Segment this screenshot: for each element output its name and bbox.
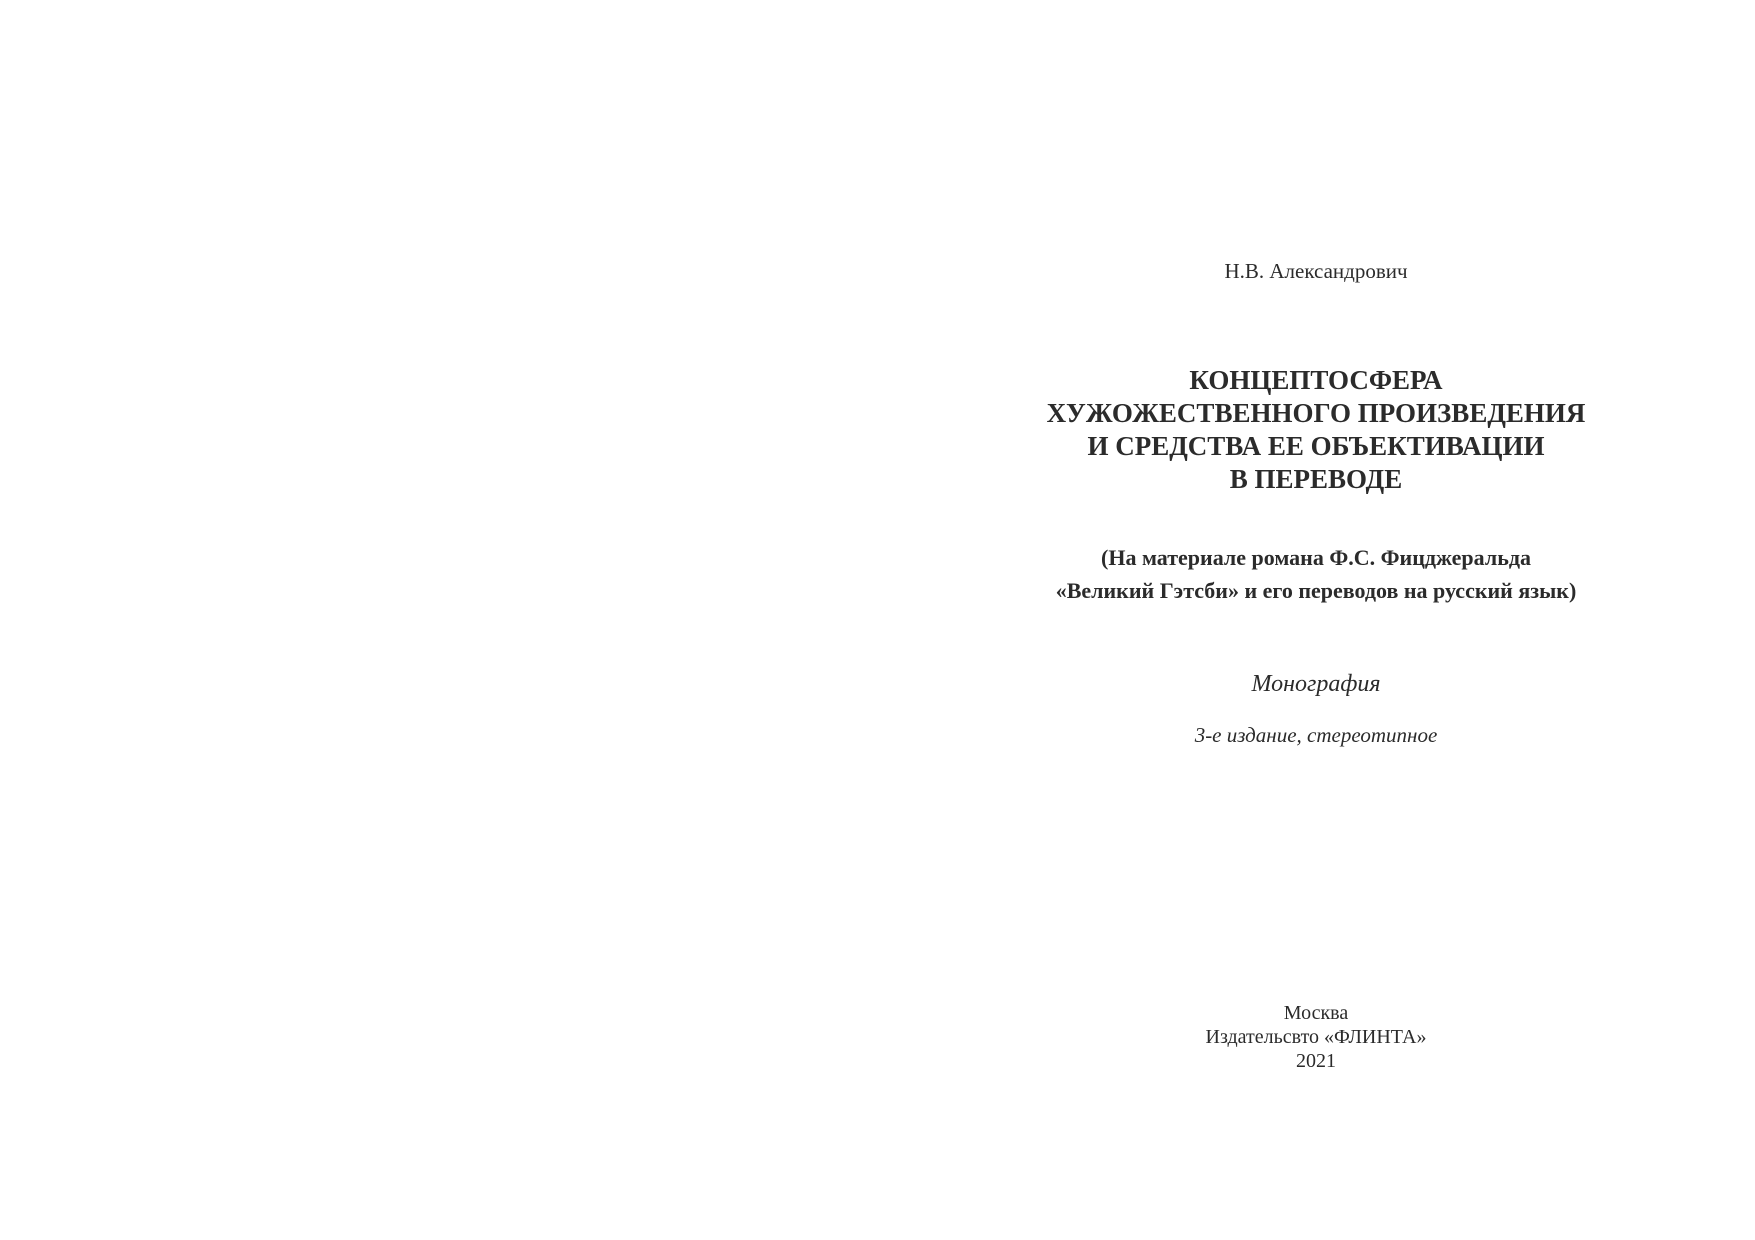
subtitle-line: (На материале романа Ф.С. Фицджеральда (1101, 545, 1531, 570)
book-subtitle (877, 541, 1755, 607)
title-line: И СРЕДСТВА ЕЕ ОБЪЕКТИВАЦИИ (1087, 431, 1545, 461)
edition-note: 3-е издание, стереотипное (1194, 723, 1438, 747)
imprint-publisher: Издательсвто «ФЛИНТА» (1205, 1026, 1427, 1048)
imprint-year: 2021 (1296, 1050, 1336, 1072)
genre-label: Монография (1251, 671, 1381, 697)
author-name: Н.В. Александрович (1224, 259, 1408, 283)
title-line: В ПЕРЕВОДЕ (1229, 464, 1403, 494)
imprint (877, 1001, 1755, 1073)
imprint-city: Москва (1283, 1002, 1349, 1024)
book-title (877, 364, 1755, 496)
title-line: ХУЖОЖЕСТВЕННОГО ПРОИЗВЕДЕНИЯ (1046, 398, 1586, 428)
left-page-blank (0, 0, 877, 1240)
title-line: КОНЦЕПТОСФЕРА (1189, 365, 1443, 395)
subtitle-line: «Великий Гэтсби» и его переводов на русский язык) (1055, 578, 1577, 603)
title-page (877, 0, 1755, 1240)
